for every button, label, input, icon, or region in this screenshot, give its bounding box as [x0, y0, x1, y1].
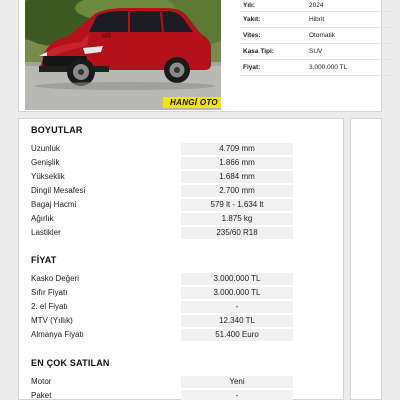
- dimension-row: [31, 226, 331, 239]
- price-row: [31, 314, 331, 327]
- dimension-row: [31, 170, 331, 183]
- section-title-best-selling: EN ÇOK SATILAN: [31, 358, 110, 368]
- dimension-row: [31, 212, 331, 225]
- row-label: 2. el Fiyatı: [31, 302, 68, 311]
- spec-key: Fiyat:: [243, 64, 261, 71]
- row-value: 3.000.000 TL: [181, 287, 293, 299]
- best-selling-row: [31, 375, 331, 388]
- spec-value: 3,000,000 TL: [309, 64, 348, 71]
- row-value: 12.340 TL: [181, 315, 293, 327]
- price-row: [31, 286, 331, 299]
- row-label: Dingil Mesafesi: [31, 186, 86, 195]
- row-label: Uzunluk: [31, 144, 60, 153]
- car-summary-card: [18, 0, 382, 112]
- spec-key: Vites:: [243, 32, 261, 39]
- row-value: -: [181, 301, 293, 313]
- row-label: Bagaj Hacmi: [31, 200, 77, 209]
- row-value: 1.866 mm: [181, 157, 293, 169]
- spec-row-year: [241, 0, 393, 12]
- row-value: 235/60 R18: [181, 227, 293, 239]
- row-label: Paket: [31, 391, 52, 400]
- hangioto-logo: HANGİ OTO: [163, 97, 221, 108]
- spec-table: [241, 0, 393, 76]
- dimension-row: [31, 198, 331, 211]
- dimension-row: [31, 156, 331, 169]
- row-value: 579 lt - 1.634 lt: [181, 199, 293, 211]
- dimension-row: [31, 184, 331, 197]
- row-value: 1.684 mm: [181, 171, 293, 183]
- car-image: [25, 0, 221, 110]
- row-value: 1.875 kg: [181, 213, 293, 225]
- section-title-dimensions: BOYUTLAR: [31, 125, 83, 135]
- row-value: 51.400 Euro: [181, 329, 293, 341]
- row-label: Sıfır Fiyatı: [31, 288, 68, 297]
- spec-row-body-type: [241, 44, 393, 60]
- spec-value: Otomatik: [309, 32, 336, 39]
- sidebar-panel: [350, 118, 382, 400]
- row-label: Motor: [31, 377, 52, 386]
- price-row: [31, 300, 331, 313]
- row-label: Kasko Değeri: [31, 274, 80, 283]
- row-value: 2.700 mm: [181, 185, 293, 197]
- row-value: Yeni: [181, 376, 293, 388]
- spec-value: Hibrit: [309, 16, 325, 23]
- spec-value: 2024: [309, 2, 324, 9]
- price-row: [31, 272, 331, 285]
- row-value: 4.709 mm: [181, 143, 293, 155]
- spec-key: Yılı:: [243, 2, 255, 9]
- price-row: [31, 328, 331, 341]
- details-card: [18, 118, 344, 400]
- row-label: Yükseklik: [31, 172, 65, 181]
- best-selling-row: [31, 389, 331, 400]
- car-photo: [25, 0, 221, 110]
- spec-row-fuel: [241, 12, 393, 28]
- spec-key: Kasa Tipi:: [243, 48, 274, 55]
- spec-value: SUV: [309, 48, 323, 55]
- row-label: MTV (Yıllık): [31, 316, 73, 325]
- spec-row-price: [241, 60, 393, 76]
- spec-key: Yakıt:: [243, 16, 261, 23]
- row-value: 3.000.000 TL: [181, 273, 293, 285]
- row-value: -: [181, 390, 293, 400]
- dimension-row: [31, 142, 331, 155]
- section-title-price: FİYAT: [31, 255, 57, 265]
- row-label: Almanya Fiyatı: [31, 330, 84, 339]
- row-label: Lastikler: [31, 228, 61, 237]
- spec-row-transmission: [241, 28, 393, 44]
- row-label: Genişlik: [31, 158, 60, 167]
- row-label: Ağırlık: [31, 214, 54, 223]
